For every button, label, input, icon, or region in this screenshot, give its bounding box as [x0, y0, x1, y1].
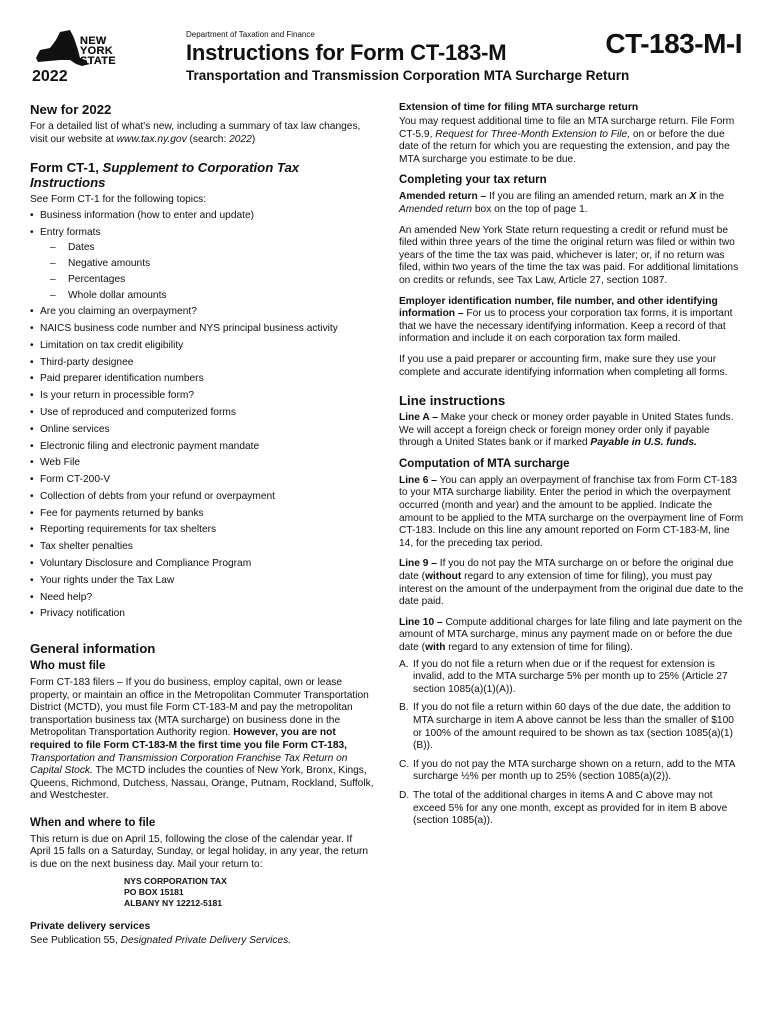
right-column	[399, 102, 744, 834]
additional-charges-list	[399, 659, 744, 828]
list-item: • Third-party designee	[30, 357, 374, 370]
amended-return-text: Amended return – If you are filing an amended return, mark an X in the Amended return box on the top of page 1.	[399, 191, 725, 215]
list-item: • Business information (how to enter and update)	[30, 210, 374, 223]
nys-logo	[30, 28, 180, 88]
list-item: B. If you do not file a return within 60 days of the due date, the addition to MTA surcharge in item A above cannot be less than the smaller of $100 or 100% of the amount required to be shown as tax (section 1085(a)(1)(B)).	[399, 702, 734, 752]
left-column	[30, 102, 374, 955]
website-link[interactable]: www.tax.ny.gov	[116, 133, 187, 145]
list-item: A. If you do not file a return when due or if the request for extension is invalid, add to the MTA surcharge 5% per month up to 25% (Article 27 section 1085(a)(1)(A)).	[399, 658, 728, 695]
list-item: • Entry formats – Dates – Negative amounts – Percentages – Whole dollar amounts	[30, 227, 374, 303]
list-item: • Form CT-200-V	[30, 474, 374, 487]
who-must-file-text: Form CT-183 filers – If you do business, employ capital, own or lease property, or maintain an office in the Metropolitan Commuter Transportation District (MCTD), you must file Form CT-183-M and pay the metropolitan transportation business tax (MTA surcharge) on business done in the Metropolitan Transportation Authority region. However, you are not required to file Form CT-183-M the first time you file Form CT-183, Transportation and Transmission Corporation Franchise Tax Return on Capital Stock. The MCTD includes the counties of New York, Bronx, Kings, Queens, Richmond, Dutchess, Nassau, Orange, Putnam, Rockland, Suffolk, and Westchester.	[30, 676, 374, 802]
list-item: – Whole dollar amounts	[40, 290, 374, 303]
address-line: NYS CORPORATION TAX	[124, 875, 227, 886]
list-item: – Negative amounts	[40, 258, 374, 271]
list-item: • Collection of debts from your refund or overpayment	[30, 491, 374, 504]
completing-return-heading: Completing your tax return	[399, 174, 547, 187]
logo-word: NEW	[80, 35, 107, 47]
page-header	[30, 28, 742, 94]
when-where-heading: When and where to file	[30, 816, 156, 829]
mailing-address	[30, 876, 374, 909]
line-a-text: Line A – Make your check or money order payable in United States funds. We will accept a foreign check or foreign money order only if payable through a United States bank or if marked Payable in U.S. funds.	[399, 412, 734, 449]
list-item: • Voluntary Disclosure and Compliance Program	[30, 558, 374, 571]
list-item: • Privacy notification	[30, 608, 374, 621]
computation-heading: Computation of MTA surcharge	[399, 457, 570, 470]
page-title: Instructions for Form CT-183-M	[186, 40, 507, 65]
private-delivery-text: See Publication 55, Designated Private Delivery Services.	[30, 934, 292, 946]
list-item: C. If you do not pay the MTA surcharge shown on a return, add to the MTA surcharge ½% per month up to 25% (section 1085(a)(2)).	[399, 758, 735, 783]
general-information-heading: General information	[30, 640, 156, 656]
list-item: • Tax shelter penalties	[30, 541, 374, 554]
list-item: • Limitation on tax credit eligibility	[30, 340, 374, 353]
topics-list	[30, 210, 374, 621]
paid-preparer-text: If you use a paid preparer or accounting firm, make sure they use your complete and accurate identifying information when completing all forms.	[399, 353, 728, 378]
list-item: • Are you claiming an overpayment?	[30, 306, 374, 319]
new-for-2022-heading: New for 2022	[30, 102, 112, 117]
who-must-file-heading: Who must file	[30, 659, 106, 672]
entry-formats-list	[40, 242, 374, 302]
logo-wordmark	[80, 36, 116, 66]
line-10-text: Line 10 – Compute additional charges for late filing and late payment on the amount of MTA surcharge, minus any payment made on or before the due date (with regard to any extension of time for filing).	[399, 616, 743, 653]
ct1-intro: See Form CT-1 for the following topics:	[30, 194, 207, 206]
department-name: Department of Taxation and Finance	[186, 30, 315, 39]
list-item: • Electronic filing and electronic payment mandate	[30, 441, 374, 454]
line-6-text: Line 6 – You can apply an overpayment of franchise tax from Form CT-183 to your MTA surcharge liability. Enter the period in which the overpayment occurred (month and year) and the amount to be applied. Indicate the amount to be applied to the MTA surcharge on the overpayment line of Form CT-183. Include on this line any amount reported on Form CT-183-M, line 14, for the preceding tax period.	[399, 474, 744, 549]
list-item: • Is your return in processible form?	[30, 390, 374, 403]
list-item: D. The total of the additional charges in items A and C above may not exceed 5% for any one month, except as provided for in item B above (section 1085(a)).	[399, 789, 728, 827]
page-subtitle: Transportation and Transmission Corporation MTA Surcharge Return	[186, 68, 630, 83]
line-instructions-heading: Line instructions	[399, 393, 506, 409]
list-item: – Dates	[40, 242, 374, 255]
list-item: • Need help?	[30, 592, 374, 605]
logo-word: YORK	[80, 45, 113, 57]
line-9-text: Line 9 – If you do not pay the MTA surcharge on or before the original due date (without regard to any extension of time for filing), you must pay interest on the amount of the underpayment from the original due date to the date paid.	[399, 558, 744, 608]
list-item: • Reporting requirements for tax shelters	[30, 524, 374, 537]
logo-year: 2022	[32, 68, 68, 85]
extension-heading: Extension of time for filing MTA surcharge return	[399, 102, 639, 113]
logo-word: STATE	[80, 55, 116, 67]
new-for-2022-text: For a detailed list of what's new, including a summary of tax law changes, visit our website at www.tax.ny.gov (search: 2022)	[30, 121, 361, 145]
list-item: • Online services	[30, 424, 374, 437]
address-line: PO BOX 15181	[124, 886, 184, 897]
identifying-info-text: Employer identification number, file number, and other identifying information – For us to process your corporation tax forms, it is important that we have the necessary identifying information. Keep a record of that information and include it on each corporation tax form mailed.	[399, 295, 733, 345]
list-item: • Web File	[30, 457, 374, 470]
list-item: • Your rights under the Tax Law	[30, 575, 374, 588]
list-item: • Use of reproduced and computerized forms	[30, 407, 374, 420]
when-where-text: This return is due on April 15, following the close of the calendar year. If April 15 falls on a Saturday, Sunday, or legal holiday, in any year, the return is due on the next business day. Mail your return to:	[30, 833, 369, 871]
address-line: ALBANY NY 12212-5181	[124, 897, 223, 908]
amended-return-details: An amended New York State return requesting a credit or refund must be filed within three years of the time the original return was filed or within two years of the time the tax was paid, whichever is later; or, if no return was filed, within two years of the time the tax was paid. For additional limitations on credits or refunds, see Tax Law, Article 27, section 1087.	[399, 224, 739, 286]
list-item: – Percentages	[40, 274, 374, 287]
list-item: • Paid preparer identification numbers	[30, 373, 374, 386]
ct1-heading: Form CT-1, Supplement to Corporation Tax Instructions	[30, 160, 300, 191]
form-id: CT-183-M-I	[605, 28, 742, 59]
extension-text: You may request additional time to file an MTA surcharge return. File Form CT-5.9, Request for Three-Month Extension to File, on or before the due date of the return for which you are requesting the extension, and pay the MTA surcharge you estimate to be due.	[399, 116, 735, 165]
private-delivery-heading: Private delivery services	[30, 920, 151, 932]
list-item: • NAICS business code number and NYS principal business activity	[30, 323, 374, 336]
list-item: • Fee for payments returned by banks	[30, 508, 374, 521]
